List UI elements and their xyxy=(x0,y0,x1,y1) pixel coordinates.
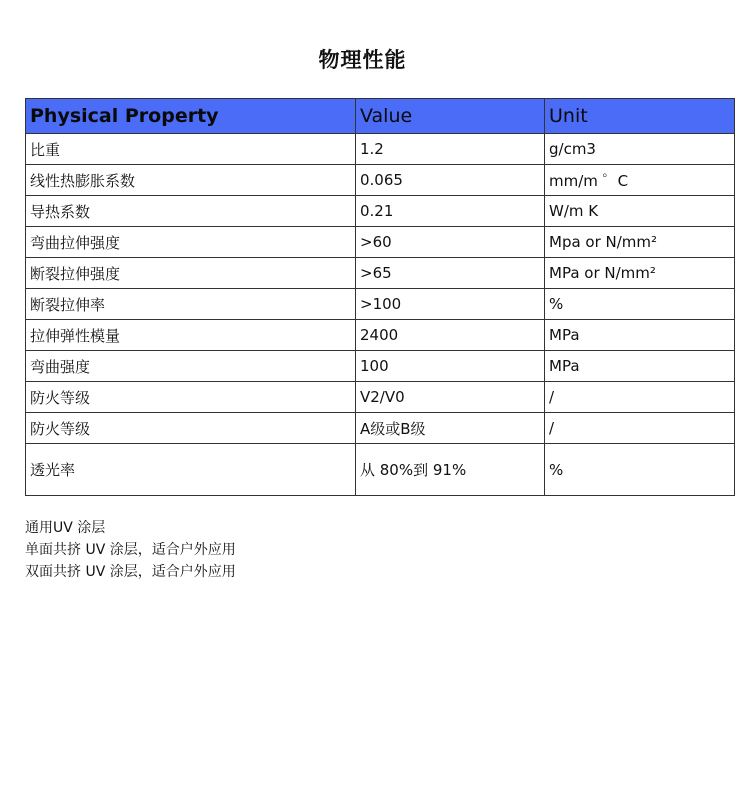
unit-cell: MPa xyxy=(545,351,735,382)
property-cell: 透光率 xyxy=(26,444,356,496)
value-cell: 从 80%到 91% xyxy=(356,444,545,496)
notes xyxy=(25,517,236,583)
property-cell: 弯曲拉伸强度 xyxy=(26,227,356,258)
note-line: 通用UV 涂层 xyxy=(25,520,106,536)
unit-cell: g/cm3 xyxy=(545,134,735,165)
table-header-row xyxy=(26,99,735,134)
property-cell: 防火等级 xyxy=(26,382,356,413)
table-row xyxy=(26,165,735,196)
unit-cell: mm/m ゜C xyxy=(545,165,735,196)
header-value: Value xyxy=(356,99,545,134)
value-cell: 0.065 xyxy=(356,165,545,196)
property-cell: 断裂拉伸强度 xyxy=(26,258,356,289)
note-line: 单面共挤 UV 涂层，适合户外应用 xyxy=(25,542,236,558)
value-cell: 2400 xyxy=(356,320,545,351)
property-cell: 比重 xyxy=(26,134,356,165)
header-unit: Unit xyxy=(545,99,735,134)
unit-cell: / xyxy=(545,382,735,413)
property-cell: 防火等级 xyxy=(26,413,356,444)
unit-cell: MPa or N/mm² xyxy=(545,258,735,289)
value-cell: 1.2 xyxy=(356,134,545,165)
unit-cell: % xyxy=(545,289,735,320)
unit-cell: % xyxy=(545,444,735,496)
table-row xyxy=(26,227,735,258)
table-row xyxy=(26,320,735,351)
value-cell: 100 xyxy=(356,351,545,382)
value-cell: >100 xyxy=(356,289,545,320)
table-row xyxy=(26,134,735,165)
property-cell: 弯曲强度 xyxy=(26,351,356,382)
header-physical-property: Physical Property xyxy=(26,99,356,134)
unit-cell: W/m K xyxy=(545,196,735,227)
table-row xyxy=(26,196,735,227)
property-cell: 断裂拉伸率 xyxy=(26,289,356,320)
table-row xyxy=(26,413,735,444)
property-cell: 导热系数 xyxy=(26,196,356,227)
unit-cell: / xyxy=(545,413,735,444)
value-cell: >65 xyxy=(356,258,545,289)
unit-cell: Mpa or N/mm² xyxy=(545,227,735,258)
note-line: 双面共挤 UV 涂层，适合户外应用 xyxy=(25,564,236,580)
physical-properties-table xyxy=(25,98,735,496)
table-row xyxy=(26,258,735,289)
property-cell: 拉伸弹性模量 xyxy=(26,320,356,351)
table-row xyxy=(26,444,735,496)
value-cell: >60 xyxy=(356,227,545,258)
value-cell: A级或B级 xyxy=(356,413,545,444)
unit-cell: MPa xyxy=(545,320,735,351)
table-row xyxy=(26,351,735,382)
value-cell: 0.21 xyxy=(356,196,545,227)
value-cell: V2/V0 xyxy=(356,382,545,413)
table-row xyxy=(26,382,735,413)
page-title: 物理性能 xyxy=(318,48,407,72)
property-cell: 线性热膨胀系数 xyxy=(26,165,356,196)
table-row xyxy=(26,289,735,320)
